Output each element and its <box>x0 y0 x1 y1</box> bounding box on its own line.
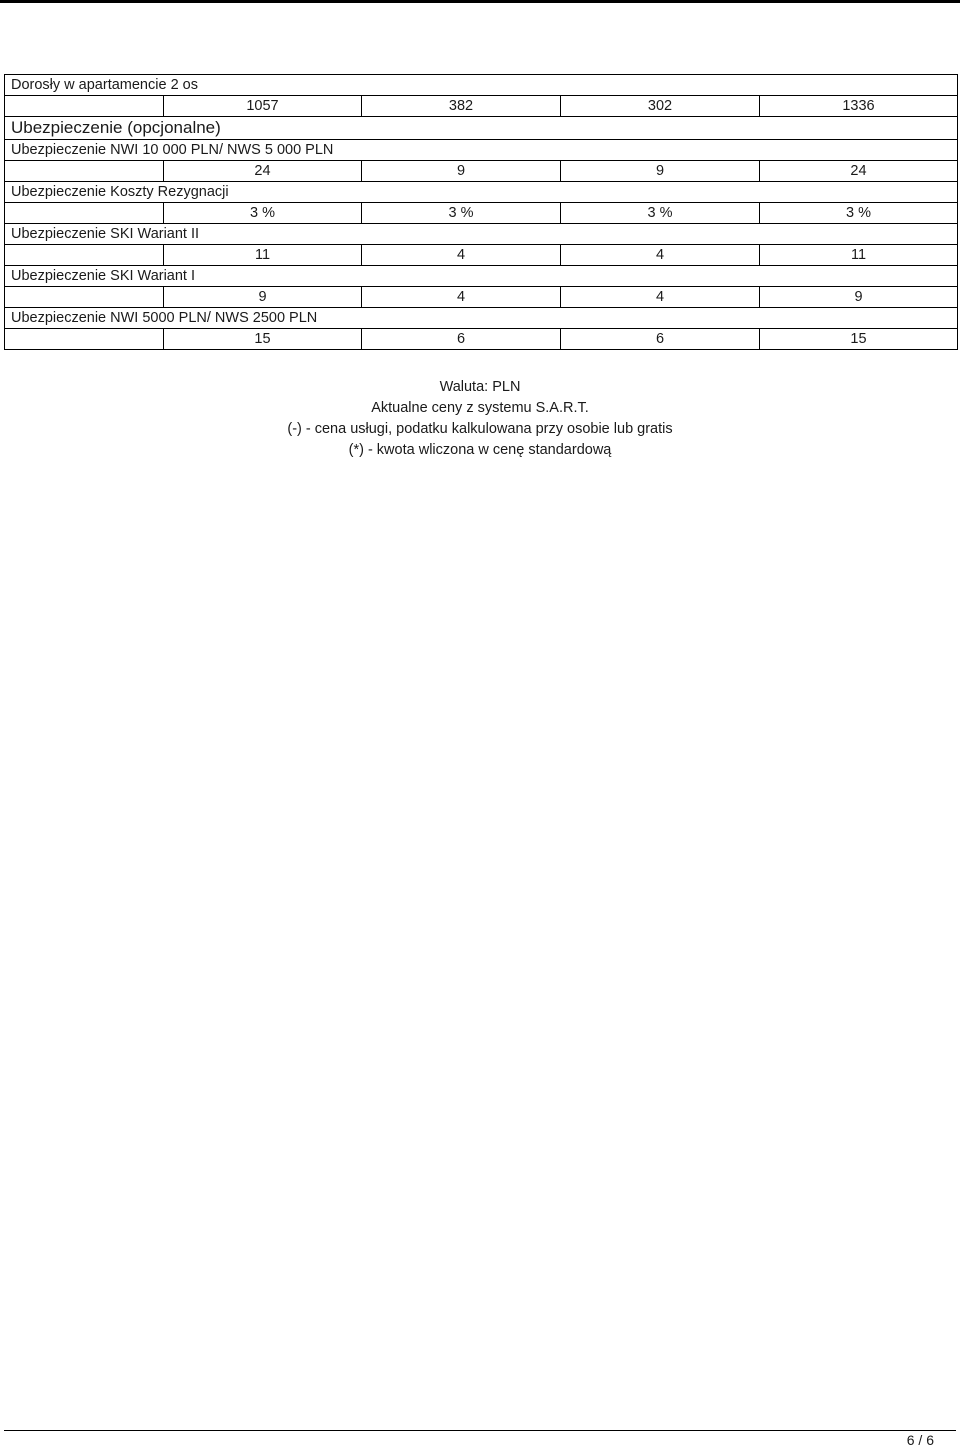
value-cell: 9 <box>362 161 561 182</box>
value-cell: 6 <box>362 329 561 350</box>
notes-block <box>0 377 960 461</box>
value-cell: 15 <box>760 329 958 350</box>
table-row <box>5 329 958 350</box>
row-label: Ubezpieczenie SKI Wariant I <box>5 266 958 287</box>
row-label: Ubezpieczenie NWI 5000 PLN/ NWS 2500 PLN <box>5 308 958 329</box>
value-cell: 4 <box>362 245 561 266</box>
table-row <box>5 96 958 117</box>
price-table <box>4 74 958 350</box>
table-row <box>5 308 958 329</box>
value-cell: 9 <box>760 287 958 308</box>
value-cell: 4 <box>561 245 760 266</box>
table-row <box>5 140 958 161</box>
table-row <box>5 245 958 266</box>
value-cell: 382 <box>362 96 561 117</box>
value-cell: 9 <box>561 161 760 182</box>
value-cell: 3 % <box>362 203 561 224</box>
row-label: Ubezpieczenie NWI 10 000 PLN/ NWS 5 000 PLN <box>5 140 958 161</box>
top-rule <box>0 0 960 3</box>
empty-cell <box>5 161 164 182</box>
empty-cell <box>5 287 164 308</box>
currency-note: Waluta: PLN <box>439 379 521 395</box>
empty-cell <box>5 329 164 350</box>
row-label: Ubezpieczenie Koszty Rezygnacji <box>5 182 958 203</box>
value-cell: 11 <box>760 245 958 266</box>
value-cell: 24 <box>164 161 362 182</box>
row-label: Ubezpieczenie SKI Wariant II <box>5 224 958 245</box>
value-cell: 4 <box>561 287 760 308</box>
table-row <box>5 224 958 245</box>
table-row <box>5 266 958 287</box>
value-cell: 6 <box>561 329 760 350</box>
footer-rule <box>4 1430 956 1431</box>
table-row <box>5 287 958 308</box>
empty-cell <box>5 203 164 224</box>
source-note: Aktualne ceny z systemu S.A.R.T. <box>371 400 589 416</box>
value-cell: 3 % <box>561 203 760 224</box>
page-number: 6 / 6 <box>906 1432 934 1448</box>
value-cell: 1057 <box>164 96 362 117</box>
value-cell: 11 <box>164 245 362 266</box>
value-cell: 24 <box>760 161 958 182</box>
gratis-note: (-) - cena usługi, podatku kalkulowana przy osobie lub gratis <box>287 421 673 437</box>
value-cell: 1336 <box>760 96 958 117</box>
section-heading: Ubezpieczenie (opcjonalne) <box>5 117 958 140</box>
value-cell: 15 <box>164 329 362 350</box>
value-cell: 4 <box>362 287 561 308</box>
value-cell: 3 % <box>164 203 362 224</box>
empty-cell <box>5 245 164 266</box>
table-row <box>5 75 958 96</box>
value-cell: 3 % <box>760 203 958 224</box>
value-cell: 302 <box>561 96 760 117</box>
table-row <box>5 117 958 140</box>
row-label: Dorosły w apartamencie 2 os <box>5 75 958 96</box>
table-row <box>5 161 958 182</box>
value-cell: 9 <box>164 287 362 308</box>
table-row <box>5 182 958 203</box>
empty-cell <box>5 96 164 117</box>
table-row <box>5 203 958 224</box>
included-note: (*) - kwota wliczona w cenę standardową <box>348 442 612 458</box>
